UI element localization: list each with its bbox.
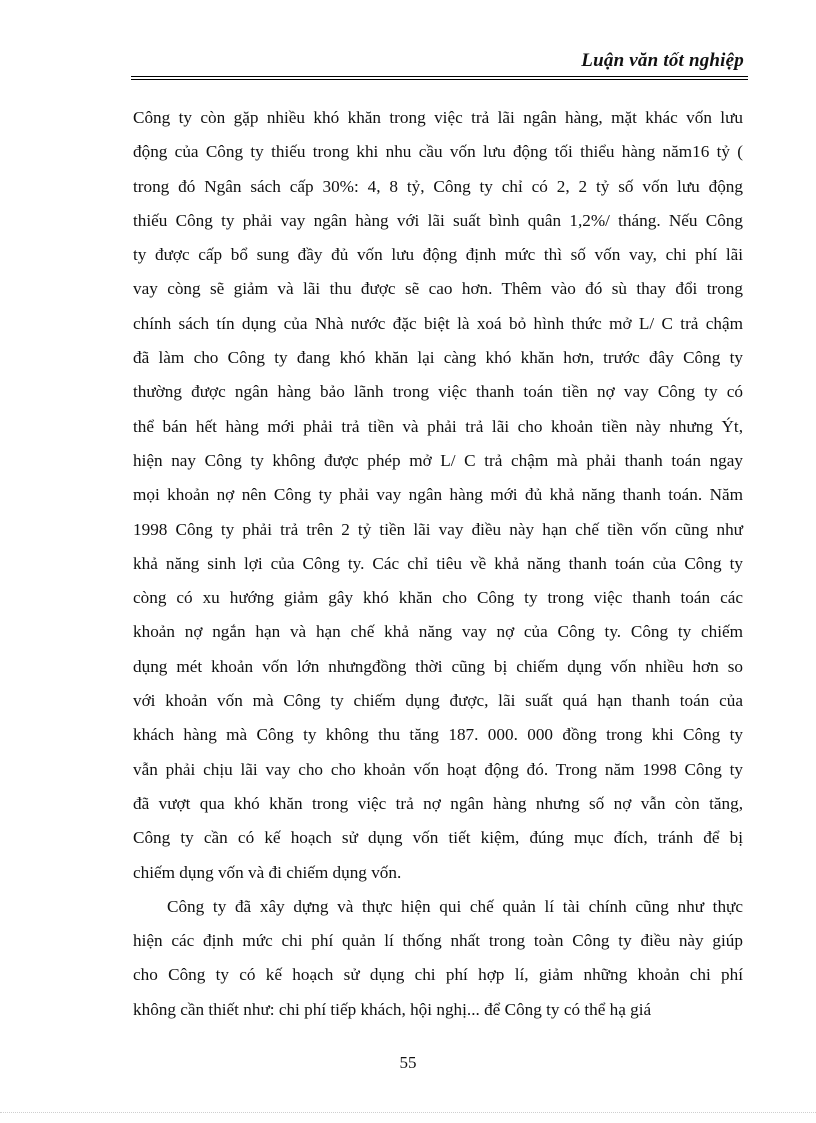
text-line: khả năng sinh lợi của Công ty. Các chỉ tiêu về khả năng thanh toán của Công ty bbox=[133, 553, 743, 573]
text-line: Công ty đã xây dựng và thực hiện qui chế quản lí tài chính cũng như thực bbox=[167, 896, 743, 916]
text-line: ty được cấp bổ sung đầy đủ vốn lưu động định mức thì số vốn vay, chi phí lãi bbox=[133, 245, 743, 265]
page-border bbox=[0, 1112, 816, 1113]
text-line: hiện nay Công ty không được phép mở L/ C trả chậm mà phải thanh toán ngay bbox=[133, 450, 743, 470]
text-line: trong đó Ngân sách cấp 30%: 4, 8 tỷ, Công ty chỉ có 2, 2 tỷ số vốn lưu động bbox=[133, 176, 743, 196]
text-line: khách hàng mà Công ty không thu tăng 187. 000. 000 đồng trong khi Công ty bbox=[133, 725, 743, 745]
text-line: Công ty cần có kế hoạch sử dụng vốn tiết kiệm, đúng mục đích, tránh để bị bbox=[133, 828, 743, 848]
text-line: thường được ngân hàng bảo lãnh trong việc thanh toán tiền nợ vay Công ty có bbox=[133, 382, 743, 402]
text-line: đã làm cho Công ty đang khó khăn lại càng khó khăn hơn, trước đây Công ty bbox=[133, 348, 743, 368]
text-line: thể bán hết hàng mới phải trả tiền và phải trả lãi cho khoản tiền này nhưng Ýt, bbox=[133, 416, 743, 436]
text-line: Công ty còn gặp nhiều khó khăn trong việc trả lãi ngân hàng, mặt khác vốn lưu bbox=[133, 108, 743, 127]
text-line: đã vượt qua khó khăn trong việc trả nợ ngân hàng nhưng số nợ vẫn còn tăng, bbox=[133, 793, 743, 813]
header-title: Luận văn tốt nghiệp bbox=[581, 50, 744, 71]
text-line: còng có xu hướng giảm gây khó khăn cho Công ty trong việc thanh toán các bbox=[133, 588, 743, 608]
text-line: chiếm dụng vốn và đi chiếm dụng vốn. bbox=[133, 862, 402, 882]
text-line: dụng mét khoản vốn lớn nhưngđồng thời cũng bị chiếm dụng vốn nhiều hơn so bbox=[133, 656, 743, 676]
text-line: khoản nợ ngắn hạn và hạn chế khả năng vay nợ của Công ty. Công ty chiếm bbox=[133, 622, 743, 642]
text-line: chính sách tín dụng của Nhà nước đặc biệt là xoá bỏ hình thức mở L/ C trả chậm bbox=[133, 313, 743, 333]
paragraph-1 bbox=[133, 101, 743, 890]
text-line: với khoản vốn mà Công ty chiếm dụng được, lãi suất quá hạn thanh toán của bbox=[133, 691, 743, 711]
text-line: hiện các định mức chi phí quản lí thống nhất trong toàn Công ty điều này giúp bbox=[133, 931, 743, 951]
header-rule-thick bbox=[131, 79, 748, 80]
text-line: cho Công ty có kế hoạch sử dụng chi phí hợp lí, giảm những khoản chi phí bbox=[133, 965, 743, 985]
text-line: vẫn phải chịu lãi vay cho cho khoản vốn hoạt động đó. Trong năm 1998 Công ty bbox=[133, 759, 743, 779]
text-line: mọi khoản nợ nên Công ty phải vay ngân hàng mới đủ khả năng thanh toán. Năm bbox=[133, 485, 743, 505]
paragraph-2 bbox=[133, 890, 743, 1027]
header-rule bbox=[131, 76, 748, 77]
text-line: thiếu Công ty phải vay ngân hàng với lãi suất bình quân 1,2%/ tháng. Nếu Công bbox=[133, 210, 743, 230]
body-text bbox=[133, 101, 743, 1027]
page-number: 55 bbox=[399, 1053, 417, 1072]
text-line: vay còng sẽ giảm và lãi thu được sẽ cao hơn. Thêm vào đó sù thay đổi trong bbox=[133, 279, 743, 299]
text-line: 1998 Công ty phải trả trên 2 tỷ tiền lãi vay điều này hạn chế tiền vốn cũng như bbox=[133, 519, 743, 539]
text-line: động của Công ty thiếu trong khi nhu cầu vốn lưu động tối thiểu hàng năm16 tỷ ( bbox=[133, 142, 743, 162]
text-line: không cần thiết như: chi phí tiếp khách, hội nghị... để Công ty có thể hạ giá bbox=[133, 999, 652, 1019]
